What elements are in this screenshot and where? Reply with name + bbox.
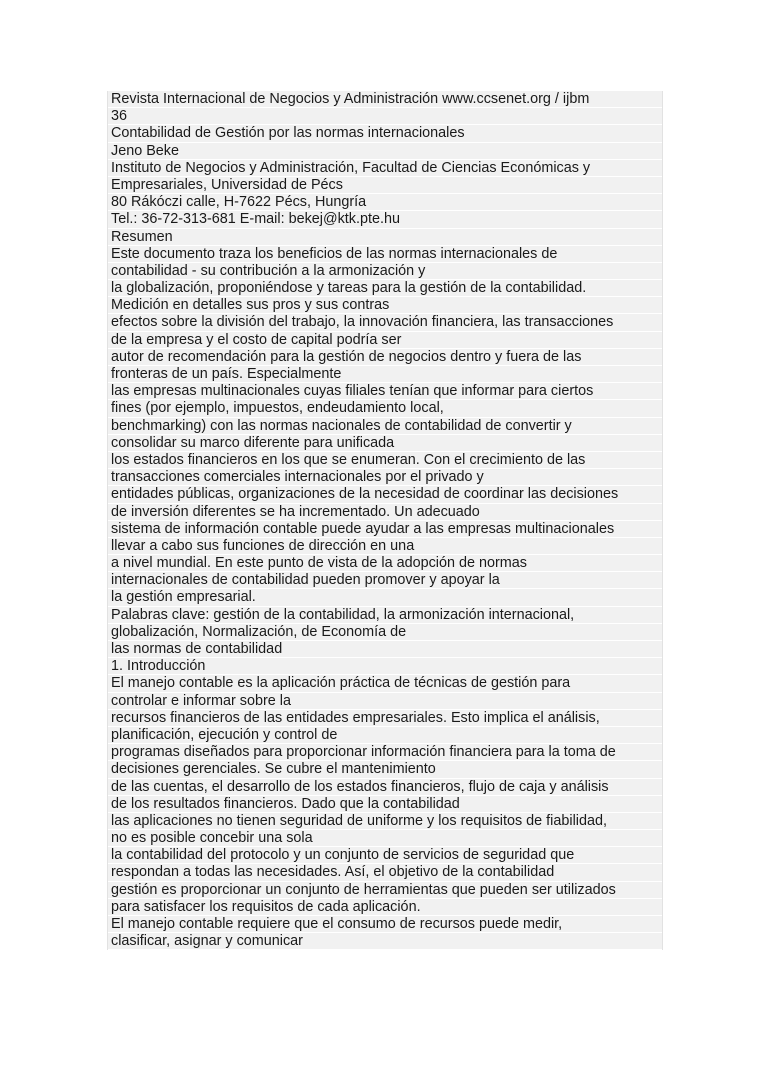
text-line: transacciones comerciales internacionales por el privado y — [108, 469, 662, 486]
text-line: entidades públicas, organizaciones de la necesidad de coordinar las decisiones — [108, 486, 662, 503]
text-line: Contabilidad de Gestión por las normas internacionales — [108, 125, 662, 142]
text-line: Empresariales, Universidad de Pécs — [108, 177, 662, 194]
text-line: El manejo contable es la aplicación práctica de técnicas de gestión para — [108, 675, 662, 692]
text-line: gestión es proporcionar un conjunto de herramientas que pueden ser utilizados — [108, 882, 662, 899]
text-line: de inversión diferentes se ha incrementado. Un adecuado — [108, 504, 662, 521]
text-line: los estados financieros en los que se enumeran. Con el crecimiento de las — [108, 452, 662, 469]
text-line: fines (por ejemplo, impuestos, endeudamiento local, — [108, 400, 662, 417]
text-line: clasificar, asignar y comunicar — [108, 933, 662, 950]
document-text-block — [107, 91, 663, 950]
text-line: sistema de información contable puede ayudar a las empresas multinacionales — [108, 521, 662, 538]
text-line: controlar e informar sobre la — [108, 693, 662, 710]
text-line: benchmarking) con las normas nacionales de contabilidad de convertir y — [108, 418, 662, 435]
text-line: Este documento traza los beneficios de las normas internacionales de — [108, 246, 662, 263]
text-line: para satisfacer los requisitos de cada aplicación. — [108, 899, 662, 916]
text-line: internacionales de contabilidad pueden promover y apoyar la — [108, 572, 662, 589]
text-line: contabilidad - su contribución a la armonización y — [108, 263, 662, 280]
text-line: de los resultados financieros. Dado que la contabilidad — [108, 796, 662, 813]
text-line: recursos financieros de las entidades empresariales. Esto implica el análisis, — [108, 710, 662, 727]
text-line: globalización, Normalización, de Economía de — [108, 624, 662, 641]
text-line: Revista Internacional de Negocios y Administración www.ccsenet.org / ijbm — [108, 91, 662, 108]
text-line: fronteras de un país. Especialmente — [108, 366, 662, 383]
text-line: Resumen — [108, 229, 662, 246]
text-line: respondan a todas las necesidades. Así, el objetivo de la contabilidad — [108, 864, 662, 881]
text-line: El manejo contable requiere que el consumo de recursos puede medir, — [108, 916, 662, 933]
text-line: Jeno Beke — [108, 143, 662, 160]
text-line: no es posible concebir una sola — [108, 830, 662, 847]
text-line: decisiones gerenciales. Se cubre el mantenimiento — [108, 761, 662, 778]
text-line: Palabras clave: gestión de la contabilidad, la armonización internacional, — [108, 607, 662, 624]
text-line: Tel.: 36-72-313-681 E-mail: bekej@ktk.pte.hu — [108, 211, 662, 228]
text-line: Instituto de Negocios y Administración, Facultad de Ciencias Económicas y — [108, 160, 662, 177]
text-line: efectos sobre la división del trabajo, la innovación financiera, las transacciones — [108, 314, 662, 331]
text-line: las normas de contabilidad — [108, 641, 662, 658]
text-line: de la empresa y el costo de capital podría ser — [108, 332, 662, 349]
text-line: la gestión empresarial. — [108, 589, 662, 606]
text-line: programas diseñados para proporcionar información financiera para la toma de — [108, 744, 662, 761]
text-line: las aplicaciones no tienen seguridad de uniforme y los requisitos de fiabilidad, — [108, 813, 662, 830]
text-line: 1. Introducción — [108, 658, 662, 675]
text-line: llevar a cabo sus funciones de dirección en una — [108, 538, 662, 555]
text-line: la contabilidad del protocolo y un conjunto de servicios de seguridad que — [108, 847, 662, 864]
text-line: autor de recomendación para la gestión de negocios dentro y fuera de las — [108, 349, 662, 366]
text-line: consolidar su marco diferente para unificada — [108, 435, 662, 452]
text-line: las empresas multinacionales cuyas filiales tenían que informar para ciertos — [108, 383, 662, 400]
text-line: a nivel mundial. En este punto de vista de la adopción de normas — [108, 555, 662, 572]
text-line: planificación, ejecución y control de — [108, 727, 662, 744]
text-line: la globalización, proponiéndose y tareas para la gestión de la contabilidad. — [108, 280, 662, 297]
text-line: 80 Rákóczi calle, H-7622 Pécs, Hungría — [108, 194, 662, 211]
text-line: 36 — [108, 108, 662, 125]
text-line: de las cuentas, el desarrollo de los estados financieros, flujo de caja y análisis — [108, 779, 662, 796]
text-line: Medición en detalles sus pros y sus contras — [108, 297, 662, 314]
